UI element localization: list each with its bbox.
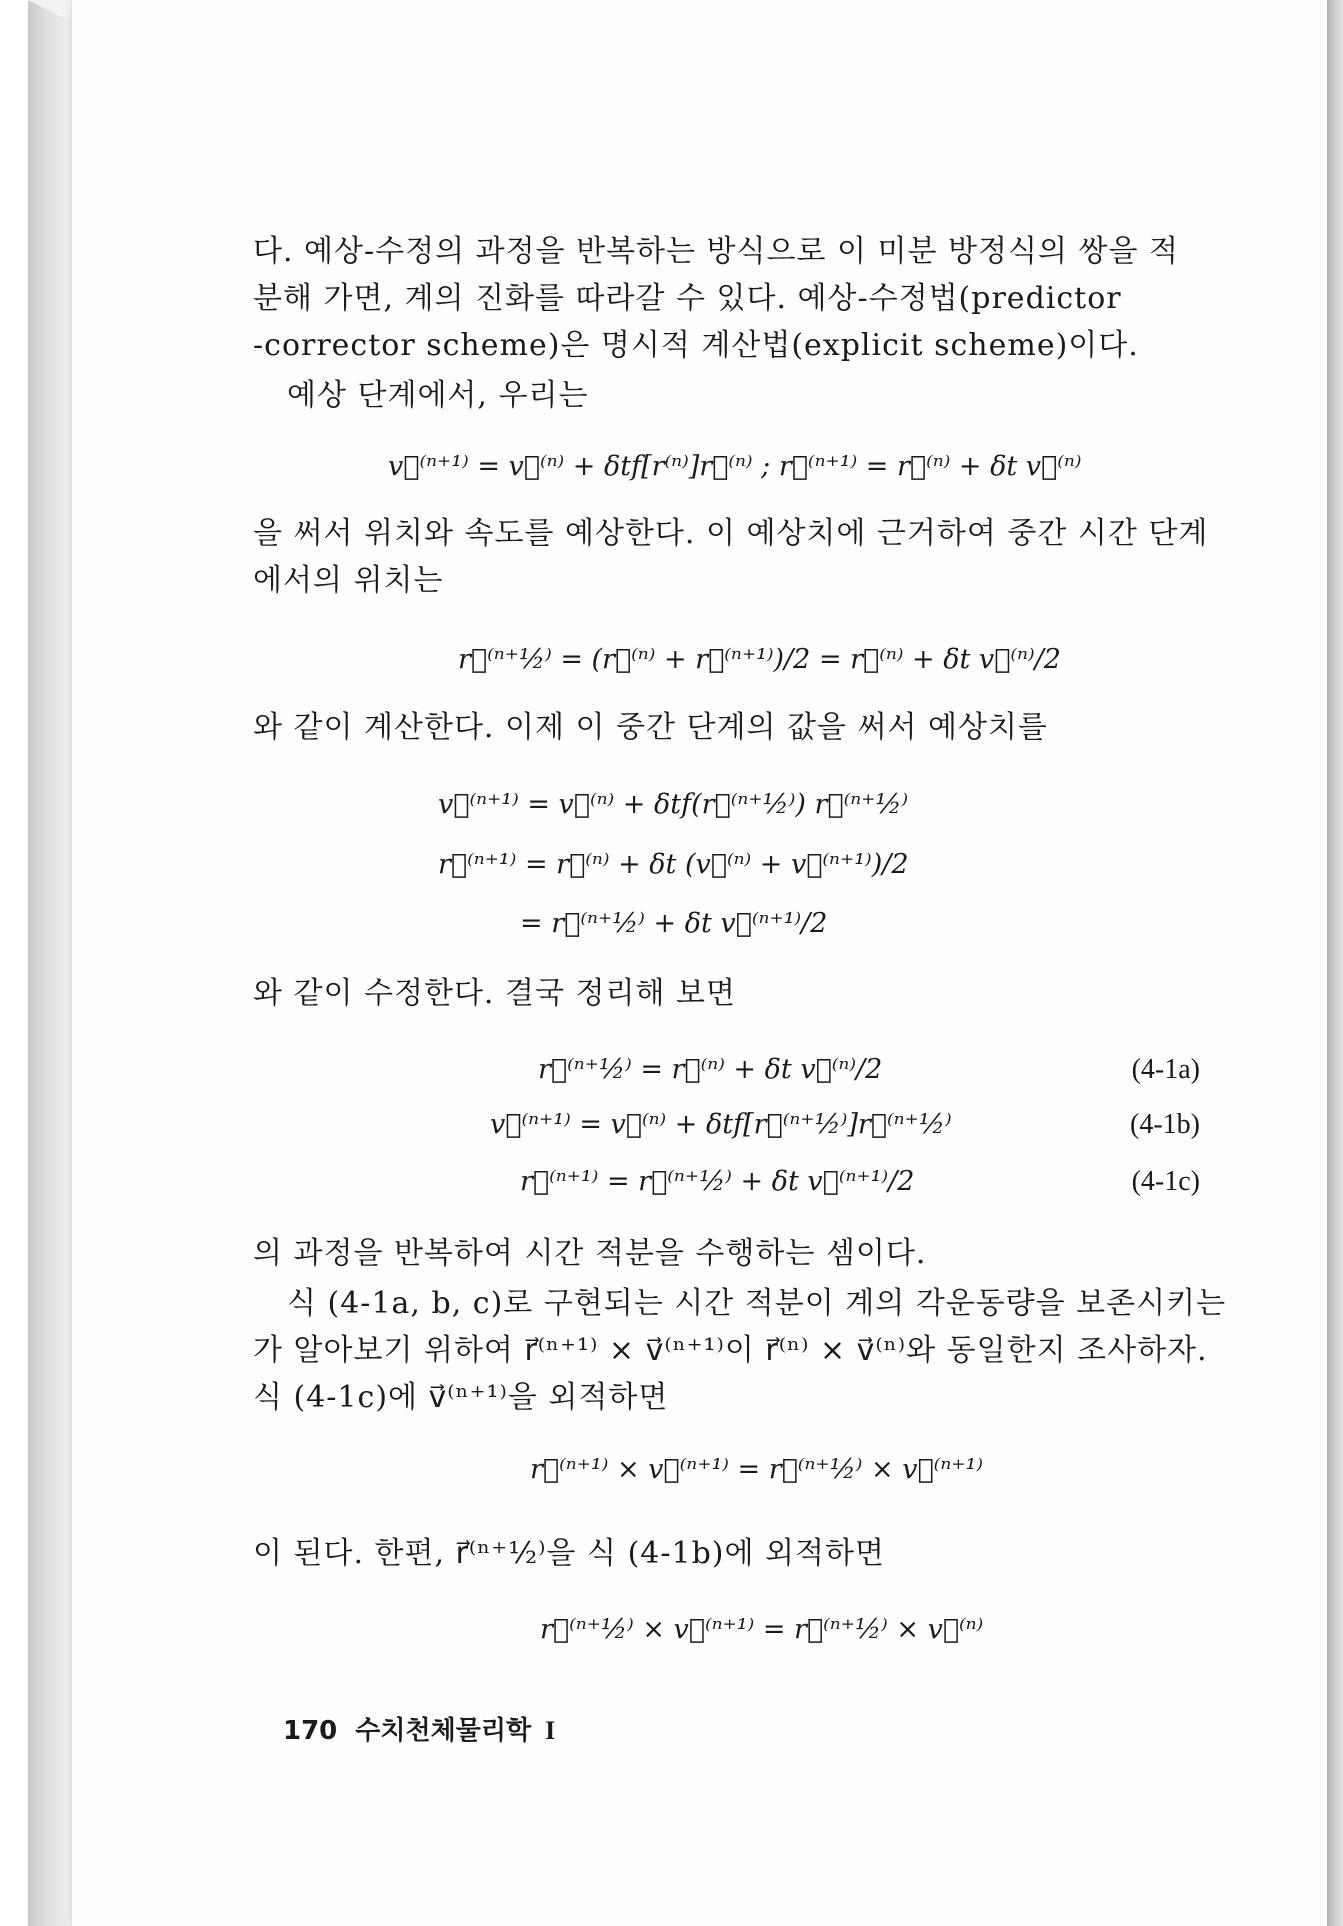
equation-number-4-1c: (4-1c): [1131, 1166, 1200, 1197]
paragraph-angular-momentum: [253, 1280, 1227, 1421]
text-line: -corrector scheme)은 명시적 계산법(explicit scheme)이다.: [253, 328, 1139, 363]
text-line: 을 써서 위치와 속도를 예상한다. 이 예상치에 근거하여 중간 시간 단계: [253, 516, 1209, 551]
text-line: 가 알아보기 위하여 r⃗⁽ⁿ⁺¹⁾ × v⃗⁽ⁿ⁺¹⁾이 r⃗⁽ⁿ⁾ × v⃗⁽ⁿ⁾와 동일한지 조사하자.: [253, 1333, 1208, 1368]
text-line: 식 (4-1c)에 v⃗⁽ⁿ⁺¹⁾을 외적하면: [253, 1380, 669, 1415]
text-line: 식 (4-1a, b, c)로 구현되는 시간 적분이 계의 각운동량을 보존시키는: [287, 1286, 1227, 1321]
equation-prediction: v⃗⁽ⁿ⁺¹⁾ = v⃗⁽ⁿ⁾ + δtf[r⁽ⁿ⁾]r⃗⁽ⁿ⁾ ; r⃗⁽ⁿ⁺¹⁾ = r⃗⁽ⁿ⁾ + δt v⃗⁽ⁿ⁾: [388, 451, 1082, 482]
page-footer: [283, 1710, 555, 1747]
volume-number: I: [545, 1716, 556, 1745]
text-line: 와 같이 계산한다. 이제 이 중간 단계의 값을 써서 예상치를: [253, 710, 1048, 745]
paragraph-repeat-process: [253, 1230, 1203, 1277]
equation-number-4-1b: (4-1b): [1130, 1109, 1200, 1140]
paragraph-compute: [253, 704, 1203, 751]
equation-4-1b: v⃗⁽ⁿ⁺¹⁾ = v⃗⁽ⁿ⁾ + δtf[r⃗⁽ⁿ⁺½⁾]r⃗⁽ⁿ⁺½⁾: [490, 1109, 952, 1140]
equation-cross-product-2: r⃗⁽ⁿ⁺½⁾ × v⃗⁽ⁿ⁺¹⁾ = r⃗⁽ⁿ⁺½⁾ × v⃗⁽ⁿ⁾: [540, 1614, 984, 1645]
text-line: 분해 가면, 계의 진화를 따라갈 수 있다. 예상-수정법(predictor: [253, 281, 1122, 316]
book-spine-corner: [28, 0, 72, 22]
page-number: 170: [283, 1716, 338, 1746]
right-page-edge: [1327, 0, 1343, 1926]
book-title: 수치천체물리학: [355, 1716, 532, 1746]
paragraph-predictor-corrector: [253, 228, 1203, 369]
text-line: 와 같이 수정한다. 결국 정리해 보면: [253, 976, 736, 1011]
paragraph-prediction-step: [253, 372, 1203, 419]
equation-correct-position-cont: = r⃗⁽ⁿ⁺½⁾ + δt v⃗⁽ⁿ⁺¹⁾/2: [520, 908, 828, 939]
equation-number-4-1a: (4-1a): [1131, 1054, 1200, 1085]
equation-correct-position: r⃗⁽ⁿ⁺¹⁾ = r⃗⁽ⁿ⁾ + δt (v⃗⁽ⁿ⁾ + v⃗⁽ⁿ⁺¹⁾)/2: [438, 849, 909, 880]
paragraph-summary: [253, 970, 1203, 1017]
equation-4-1a: r⃗⁽ⁿ⁺½⁾ = r⃗⁽ⁿ⁾ + δt v⃗⁽ⁿ⁾/2: [538, 1054, 883, 1085]
equation-correct-velocity: v⃗⁽ⁿ⁺¹⁾ = v⃗⁽ⁿ⁾ + δtf(r⃗⁽ⁿ⁺½⁾) r⃗⁽ⁿ⁺½⁾: [438, 789, 909, 820]
paragraph-predict-position: [253, 510, 1209, 604]
equation-cross-product-1: r⃗⁽ⁿ⁺¹⁾ × v⃗⁽ⁿ⁺¹⁾ = r⃗⁽ⁿ⁺½⁾ × v⃗⁽ⁿ⁺¹⁾: [530, 1454, 983, 1485]
text-line: 예상 단계에서, 우리는: [287, 378, 589, 413]
text-line: 에서의 위치는: [253, 563, 444, 598]
text-line: 의 과정을 반복하여 시간 적분을 수행하는 셈이다.: [253, 1236, 927, 1271]
text-line: 이 된다. 한편, r⃗⁽ⁿ⁺½⁾을 식 (4-1b)에 외적하면: [253, 1536, 885, 1571]
paragraph-cross-product: [253, 1530, 1203, 1577]
text-line: 다. 예상-수정의 과정을 반복하는 방식으로 이 미분 방정식의 쌍을 적: [253, 234, 1179, 269]
book-spine: [28, 0, 72, 1926]
equation-half-step: r⃗⁽ⁿ⁺½⁾ = (r⃗⁽ⁿ⁾ + r⃗⁽ⁿ⁺¹⁾)/2 = r⃗⁽ⁿ⁾ + δt v⃗⁽ⁿ⁾/2: [458, 644, 1061, 675]
equation-4-1c: r⃗⁽ⁿ⁺¹⁾ = r⃗⁽ⁿ⁺½⁾ + δt v⃗⁽ⁿ⁺¹⁾/2: [520, 1166, 915, 1197]
